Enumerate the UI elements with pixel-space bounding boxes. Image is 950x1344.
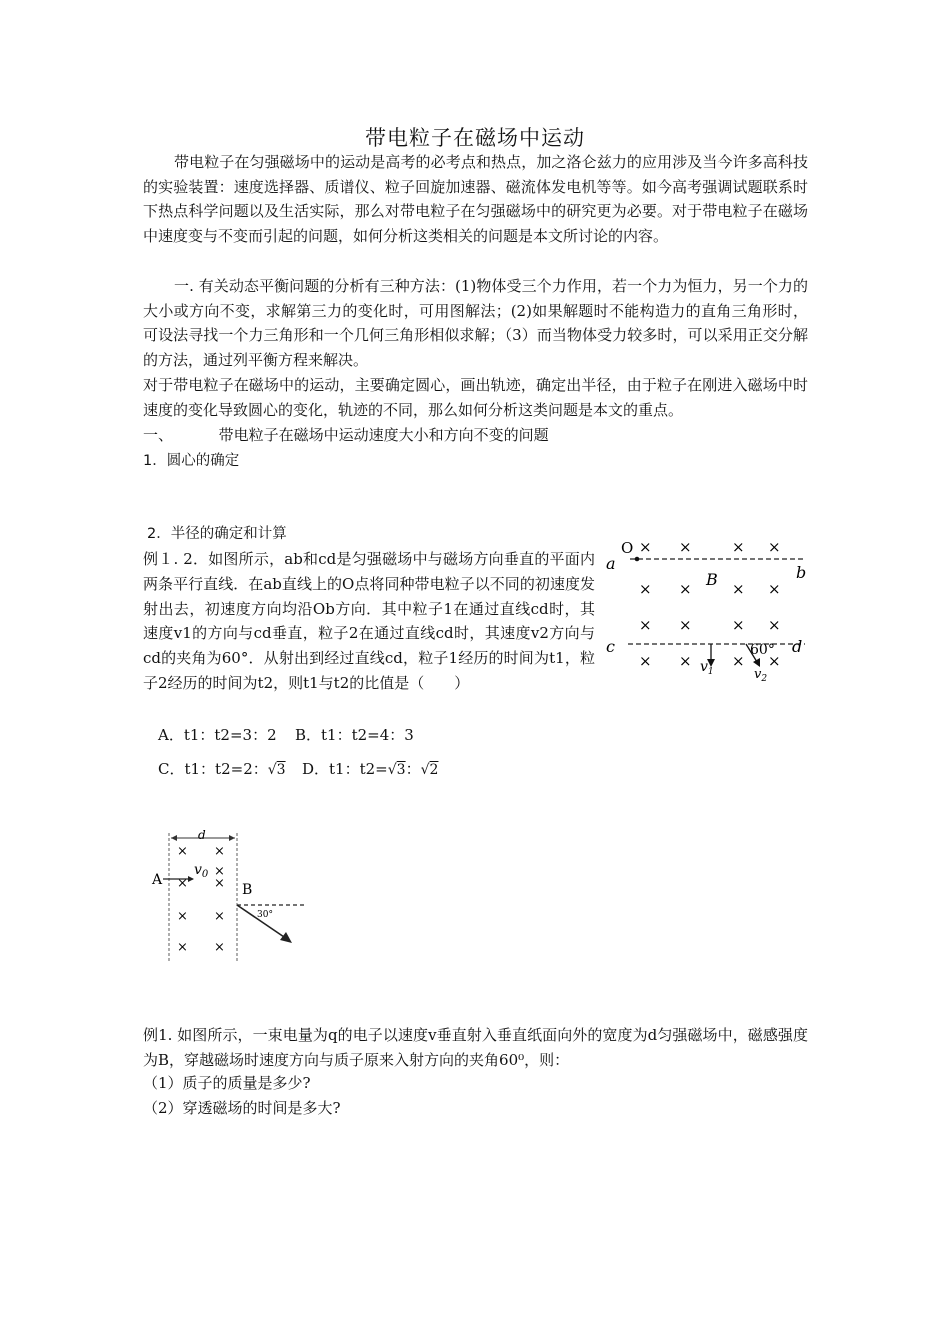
diagram-field-width	[147, 825, 312, 965]
field-cross: ×	[639, 652, 652, 670]
heading-one-text: 带电粒子在磁场中运动速度大小和方向不变的问题	[218, 426, 549, 444]
width-arrowhead-left	[171, 835, 177, 841]
field-cross: ×	[679, 580, 692, 598]
label-o: O	[621, 539, 634, 557]
question-2: （2）穿透磁场的时间是多大?	[143, 1099, 341, 1117]
sqrt-2-d-value: 2	[429, 762, 439, 778]
sqrt-2-d: √2	[420, 762, 439, 778]
field-cross: ×	[732, 616, 745, 634]
width-arrowhead-right	[229, 835, 235, 841]
label-angle-60: 60°	[750, 642, 775, 658]
field-cross: ×	[639, 580, 652, 598]
exit-arrowhead	[280, 932, 292, 943]
sqrt-3-d: √3	[387, 762, 406, 778]
field-cross: ×	[732, 652, 745, 670]
field-cross: ×	[768, 580, 781, 598]
field-cross: ×	[214, 864, 225, 879]
label-b-point: B	[242, 882, 253, 898]
v1-arrowhead	[707, 659, 715, 667]
field-cross: ×	[768, 652, 781, 670]
subheading-radius: 2．半径的确定和计算	[147, 526, 287, 542]
heading-one	[143, 423, 549, 448]
sqrt-3-d-value: 3	[396, 762, 406, 778]
diagram-parallel-lines	[600, 528, 820, 698]
field-cross: ×	[732, 538, 745, 556]
sqrt-3-c-value: 3	[276, 762, 286, 778]
field-cross: ×	[679, 616, 692, 634]
field-cross: ×	[177, 940, 188, 955]
v2-arrowhead	[753, 658, 760, 667]
section1-paragraph: 一. 有关动态平衡问题的分析有三种方法：(1)物体受三个力作用，若一个力为恒力，另一个力的大小或方向不变，求解第三力的变化时，可用图解法；(2)如果解题时不能构造力的直角三角形时，可设法寻找一个力三角形和一个几何三角形相似求解；（3）而当物体受力较多时，可以采用正交分解的方法，通过列平衡方程来解决。	[143, 277, 808, 369]
option-d	[302, 758, 438, 779]
example-1: 例1. 如图所示，一束电量为q的电子以速度v垂直射入垂直纸面向外的宽度为d匀强磁场中，磁感强度为B，穿越磁场时速度方向与质子原来入射方向的夹角60⁰，则：	[143, 1026, 808, 1069]
label-c: c	[606, 637, 615, 656]
label-d: d	[792, 637, 803, 656]
document-title: 带电粒子在磁场中运动	[365, 126, 585, 150]
field-cross: ×	[639, 538, 652, 556]
option-d-sep: ：	[405, 760, 421, 778]
label-v0: $v_0$	[194, 862, 209, 880]
question-1: （1）质子的质量是多少?	[143, 1074, 311, 1092]
field-cross: ×	[214, 844, 225, 859]
field-cross: ×	[768, 538, 781, 556]
field-cross: ×	[732, 580, 745, 598]
label-v1: $v_1$	[700, 659, 714, 677]
label-angle-30: 30°	[257, 910, 273, 920]
field-cross: ×	[214, 876, 225, 891]
field-cross: ×	[639, 616, 652, 634]
option-c-text: C．t1：t2=2：	[158, 760, 268, 778]
example-1-2	[143, 547, 595, 696]
focus-paragraph: 对于带电粒子在磁场中的运动，主要确定圆心，画出轨迹，确定出半径，由于粒子在刚进入磁场中时速度的变化导致圆心的变化，轨迹的不同，那么如何分析这类问题是本文的重点。	[143, 376, 808, 419]
field-cross: ×	[214, 909, 225, 924]
label-v2: $v_2$	[754, 667, 768, 684]
field-cross: ×	[768, 616, 781, 634]
option-d-text: D．t1：t2=	[302, 760, 388, 778]
label-a: a	[606, 554, 616, 573]
label-d: d	[198, 828, 206, 842]
field-cross: ×	[679, 652, 692, 670]
sqrt-3-c: √3	[267, 762, 286, 778]
example-1-2-label: 例１. 2．	[143, 550, 209, 568]
heading-one-number: 一、	[143, 426, 174, 444]
option-a: A．t1：t2=3：2	[158, 726, 277, 744]
label-b: b	[796, 563, 807, 582]
intro-paragraph: 带电粒子在匀强磁场中的运动是高考的必考点和热点，加之洛仑兹力的应用涉及当今许多高科技的实验装置：速度选择器、质谱仪、粒子回旋加速器、磁流体发电机等等。如今高考强调试题联系时下热点科学问题以及生活实际，那么对带电粒子在匀强磁场中的研究更为必要。对于带电粒子在磁场中速度变与不变而引起的问题，如何分析这类相关的问题是本文所讨论的内容。	[143, 153, 808, 245]
field-cross: ×	[177, 844, 188, 859]
field-cross: ×	[177, 909, 188, 924]
field-cross: ×	[177, 876, 188, 891]
point-o	[635, 557, 640, 562]
subheading-circle-center: 1．圆心的确定	[143, 453, 240, 469]
example-1-2-text: 如图所示，ab和cd是匀强磁场中与磁场方向垂直的平面内两条平行直线．在ab直线上的O点将同种带电粒子以不同的初速度发射出去，初速度方向均沿Ob方向．其中粒子1在通过直线cd时，其速度v1的方向与cd垂直，粒子2在通过直线cd时，其速度v2方向与cd的夹角为60°．从射出到经过直线cd，粒子1经历的时间为t1，粒子2经历的时间为t2，则t1与t2的比值是（ ）	[143, 550, 595, 692]
field-cross: ×	[214, 940, 225, 955]
option-c	[158, 758, 286, 779]
option-b: B．t1：t2=4：3	[295, 726, 414, 744]
label-field-b: B	[706, 570, 718, 589]
field-cross: ×	[679, 538, 692, 556]
label-a: A	[152, 872, 163, 888]
